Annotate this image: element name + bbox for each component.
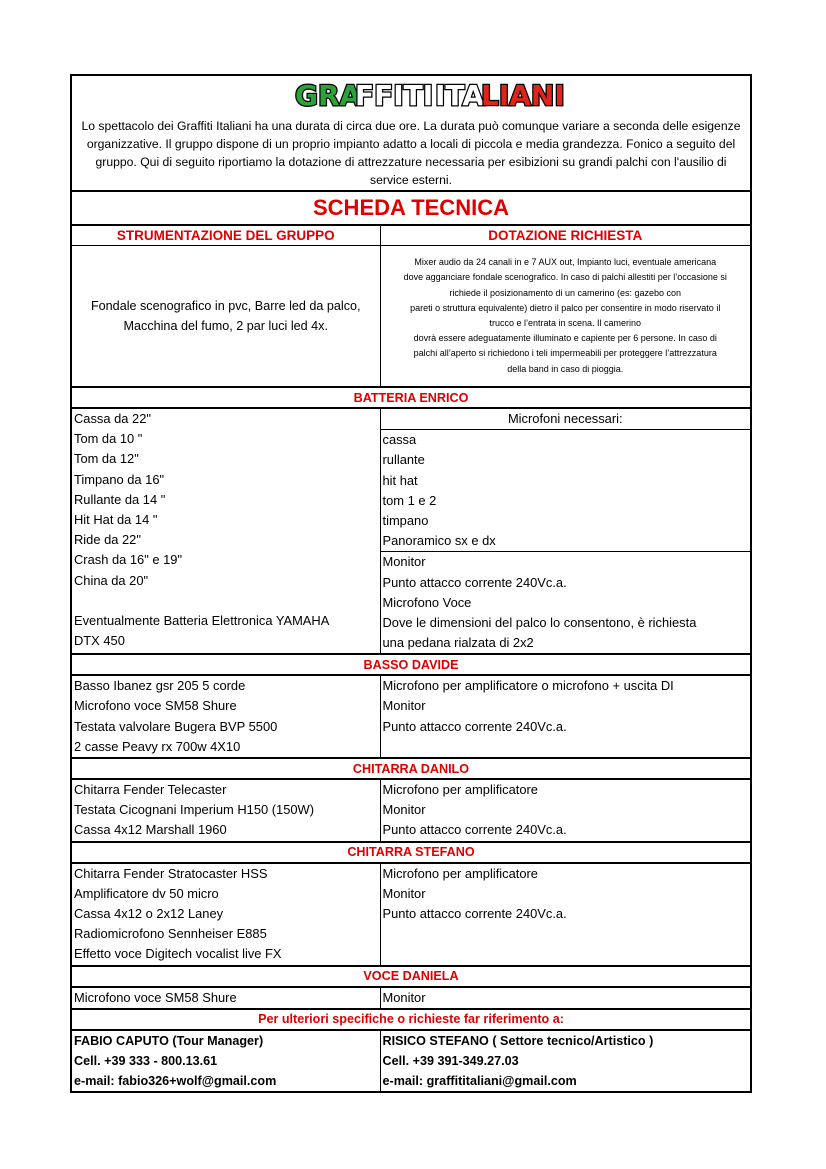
svg-text:ITA: ITA <box>435 78 485 112</box>
list-item: Microfono per amplificatore <box>382 865 538 881</box>
dotazione-line: palchi all’aperto si richiedono i teli impermeabili per proteggere l’attrezzatura <box>413 348 717 359</box>
list-item: Chitarra Fender Telecaster <box>74 782 227 797</box>
column-header-dotazione: DOTAZIONE RICHIESTA <box>380 225 751 246</box>
list-item: Monitor <box>382 698 426 714</box>
strumentazione-cell <box>71 246 380 388</box>
list-item: Ride da 22" <box>74 532 141 548</box>
list-item: Punto attacco corrente 240Vc.a. <box>382 822 567 838</box>
section-title-chitarra-stefano: CHITARRA STEFANO <box>71 842 751 863</box>
list-item: Microfono per amplificatore o microfono + uscita DI <box>382 678 674 694</box>
basso-requirements <box>380 675 751 758</box>
chitarra-stefano-requirements <box>380 863 751 966</box>
list-item: Monitor <box>382 989 426 1005</box>
dotazione-line: della band in caso di pioggia. <box>507 363 624 374</box>
list-item: una pedana rialzata di 2x2 <box>382 635 534 651</box>
mic-header: Microfoni necessari: <box>507 411 623 426</box>
dotazione-line: dovrà essere adeguatamente illuminato e capiente per 6 persone. In caso di <box>413 333 717 344</box>
list-item: Microfono Voce <box>382 594 472 610</box>
contacts-title: Per ulteriori specifiche o richieste far riferimento a: <box>71 1009 751 1030</box>
band-logo <box>293 77 565 112</box>
basso-list <box>71 675 380 758</box>
svg-text:LIANI: LIANI <box>481 78 565 112</box>
list-item: Eventualmente Batteria Elettronica YAMAHA <box>74 612 330 628</box>
list-item: Tom da 10 " <box>74 431 143 447</box>
list-item: rullante <box>382 452 425 468</box>
voce-list <box>71 987 380 1009</box>
contact-name: FABIO CAPUTO (Tour Manager) <box>74 1033 264 1048</box>
list-item: Cassa da 22" <box>74 411 151 426</box>
list-item: Monitor <box>382 554 426 570</box>
contact-stefano <box>380 1030 751 1093</box>
contact-fabio <box>71 1030 380 1093</box>
list-item: 2 casse Peavy rx 700w 4X10 <box>74 738 241 754</box>
contact-name: RISICO STEFANO ( Settore tecnico/Artistico ) <box>382 1033 654 1048</box>
contact-phone: Cell. +39 391-349.27.03 <box>382 1053 519 1068</box>
section-title-voce: VOCE DANIELA <box>71 966 751 987</box>
list-item: Timpano da 16" <box>74 471 165 487</box>
list-item <box>383 944 749 964</box>
mic-list <box>381 430 751 552</box>
list-item: timpano <box>382 512 429 528</box>
contact-email: e-mail: fabio326+wolf@gmail.com <box>74 1074 277 1089</box>
list-item: DTX 450 <box>74 633 125 649</box>
tech-sheet <box>70 74 750 1093</box>
tech-table <box>70 74 752 1093</box>
section-title-basso: BASSO DAVIDE <box>71 654 751 675</box>
list-item: Monitor <box>382 802 426 818</box>
list-item: Effetto voce Digitech vocalist live FX <box>74 946 282 962</box>
dotazione-line: Mixer audio da 24 canali in e 7 AUX out, Impianto luci, eventuale americana <box>414 257 717 268</box>
strumentazione-line: Macchina del fumo, 2 par luci led 4x. <box>123 319 328 333</box>
list-item: Cassa 4x12 Marshall 1960 <box>74 822 227 838</box>
list-item: Amplificatore dv 50 micro <box>74 885 219 901</box>
dotazione-line: richiede il posizionamento di un camerino (es: gazebo con <box>449 287 682 298</box>
list-item <box>74 591 378 611</box>
list-item: Panoramico sx e dx <box>382 533 496 549</box>
batteria-list <box>71 408 380 654</box>
contact-email: e-mail: graffititaliani@gmail.com <box>382 1074 577 1089</box>
list-item <box>383 737 749 757</box>
list-item: Crash da 16" e 19" <box>74 552 183 568</box>
list-item: Rullante da 14 " <box>74 491 166 507</box>
list-item: Radiomicrofono Sennheiser E885 <box>74 926 267 942</box>
other-requirements <box>381 552 751 653</box>
chitarra-stefano-list <box>71 863 380 966</box>
dotazione-line: dove agganciare fondale scenografico. In caso di palchi allestiti per l’occasione si <box>403 272 727 283</box>
mic-header-group <box>381 409 751 430</box>
list-item: Dove le dimensioni del palco lo consentono, è richiesta <box>382 614 697 630</box>
dotazione-line: trucco e l’entrata in scena. Il camerino <box>489 318 642 328</box>
list-item: Microfono voce SM58 Shure <box>74 698 237 714</box>
list-item: cassa <box>382 432 417 448</box>
svg-text:FFITI: FFITI <box>355 78 434 112</box>
chitarra-danilo-list <box>71 779 380 842</box>
intro-text: Lo spettacolo dei Graffiti Italiani ha una durata di circa due ore. La durata può comunque variare a seconda delle esigenze organizzative. Il gruppo dispone di un proprio impianto adatto a locali di piccola e media grandezza. Fonico a seguito del gruppo. Qui di seguito riportiamo la dotazione di attrezzature necessaria per esibizioni su grandi palchi con l'ausilio di service esterni. <box>71 116 751 191</box>
list-item: Microfono per amplificatore <box>382 782 538 797</box>
list-item: Punto attacco corrente 240Vc.a. <box>382 574 567 590</box>
batteria-requirements <box>380 408 751 654</box>
list-item: Basso Ibanez gsr 205 5 corde <box>74 678 246 694</box>
section-title-batteria: BATTERIA ENRICO <box>71 387 751 408</box>
list-item: Microfono voce SM58 Shure <box>74 989 237 1005</box>
chitarra-danilo-requirements <box>380 779 751 842</box>
dotazione-line: pareti o struttura equivalente) dietro il palco per consentire in modo riservato il <box>410 302 721 313</box>
strumentazione-line: Fondale scenografico in pvc, Barre led da palco, <box>90 299 361 313</box>
list-item: Monitor <box>382 885 426 901</box>
svg-text:GRA: GRA <box>295 78 362 112</box>
list-item: tom 1 e 2 <box>382 492 437 508</box>
column-header-strumentazione: STRUMENTAZIONE DEL GRUPPO <box>71 225 380 246</box>
list-item: Punto attacco corrente 240Vc.a. <box>382 905 567 921</box>
contact-phone: Cell. +39 333 - 800.13.61 <box>74 1053 218 1068</box>
voce-requirements <box>380 987 751 1009</box>
logo-cell <box>71 75 751 116</box>
list-item: Chitarra Fender Stratocaster HSS <box>74 865 268 881</box>
list-item: Punto attacco corrente 240Vc.a. <box>382 718 567 734</box>
list-item <box>383 924 749 944</box>
list-item: Cassa 4x12 o 2x12 Laney <box>74 905 224 921</box>
list-item: Testata Cicognani Imperium H150 (150W) <box>74 802 315 818</box>
list-item: Testata valvolare Bugera BVP 5500 <box>74 718 278 734</box>
page-title: SCHEDA TECNICA <box>71 191 751 225</box>
list-item: Tom da 12" <box>74 451 139 467</box>
list-item: Hit Hat da 14 " <box>74 511 158 527</box>
section-title-chitarra-danilo: CHITARRA DANILO <box>71 758 751 779</box>
list-item: China da 20" <box>74 572 149 588</box>
list-item: hit hat <box>382 472 418 488</box>
dotazione-cell <box>380 246 751 388</box>
